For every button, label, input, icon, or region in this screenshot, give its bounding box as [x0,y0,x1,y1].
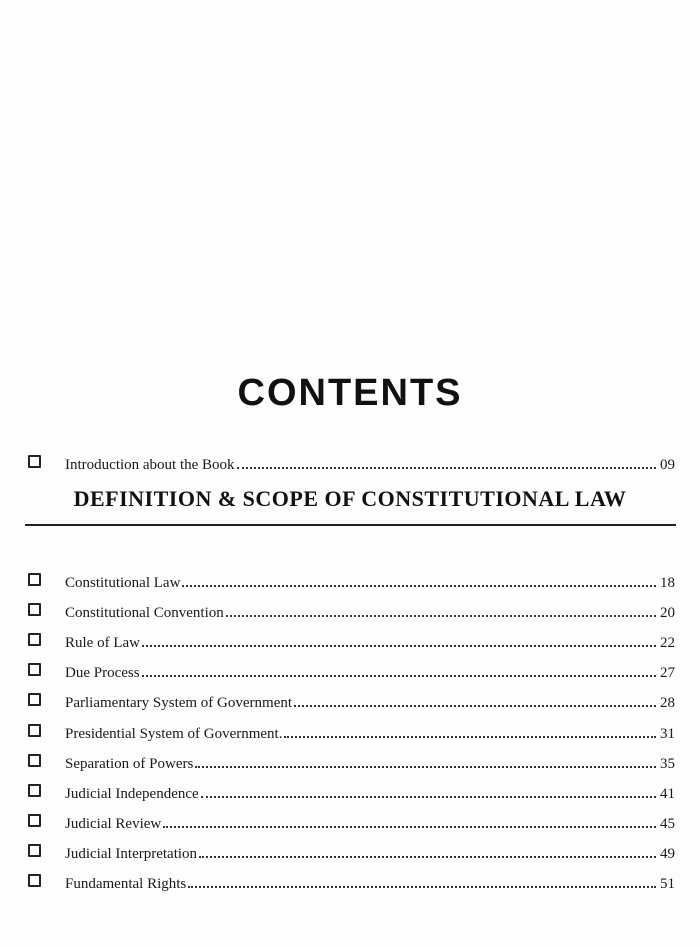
dot-leader [163,826,656,828]
toc-entry [28,592,675,622]
checkbox-bullet-icon [28,784,41,797]
checkbox-bullet-icon [28,693,41,706]
toc-entry-page: 35 [660,755,675,772]
checkbox-bullet-icon [28,603,41,616]
page-title: CONTENTS [237,372,463,414]
dot-leader [188,886,656,888]
toc-entry-page: 22 [660,635,675,652]
toc-entry-page: 45 [660,815,675,832]
toc-entry-label: Parliamentary System of Government [65,695,293,712]
dot-leader [199,856,656,858]
dot-leader [237,467,656,469]
toc-entry [28,712,675,742]
section-heading: DEFINITION & SCOPE OF CONSTITUTIONAL LAW [73,486,627,511]
toc-entry-page: 27 [660,665,675,682]
toc-list [28,562,675,893]
toc-entry-label: Judicial Review [65,815,162,832]
toc-entry [28,562,675,592]
dot-leader [201,796,656,798]
toc-entry-page: 51 [660,876,675,893]
toc-entry-label: Constitutional Law [65,575,181,592]
checkbox-bullet-icon [28,724,41,737]
toc-entry-label: Judicial Independence [65,785,199,802]
dot-leader [284,736,656,738]
checkbox-bullet-icon [28,844,41,857]
toc-entry-label: Presidential System of Government. [65,725,283,742]
checkbox-bullet-icon [28,573,41,586]
dot-leader [142,675,656,677]
dot-leader [142,645,656,647]
toc-entry-page: 31 [660,725,675,742]
toc-entry [28,773,675,803]
checkbox-bullet-icon [28,663,41,676]
toc-entry-label: Fundamental Rights [65,876,187,893]
checkbox-bullet-icon [28,754,41,767]
checkbox-bullet-icon [28,874,41,887]
toc-entry [28,803,675,833]
checkbox-bullet-icon [28,814,41,827]
toc-entry [28,652,675,682]
toc-entry [28,743,675,773]
toc-entry-label: Judicial Interpretation [65,845,198,862]
toc-entry [28,682,675,712]
toc-entry-page: 49 [660,845,675,862]
toc-entry [28,863,675,893]
toc-entry-page: 09 [660,457,675,474]
dot-leader [195,766,656,768]
toc-entry-label: Separation of Powers [65,755,194,772]
section-divider [25,524,676,526]
dot-leader [182,585,656,587]
toc-entry-label: Introduction about the Book [65,457,235,474]
toc-entry-label: Due Process [65,665,140,682]
checkbox-bullet-icon [28,455,41,468]
toc-entry-label: Constitutional Convention [65,605,224,622]
toc-entry-introduction [28,444,675,474]
toc-entry-label: Rule of Law [65,635,140,652]
toc-entry-page: 41 [660,785,675,802]
toc-entry-page: 18 [660,575,675,592]
toc-entry [28,833,675,863]
dot-leader [294,705,656,707]
toc-entry [28,622,675,652]
checkbox-bullet-icon [28,633,41,646]
dot-leader [226,615,656,617]
toc-entry-page: 20 [660,605,675,622]
toc-entry-page: 28 [660,695,675,712]
